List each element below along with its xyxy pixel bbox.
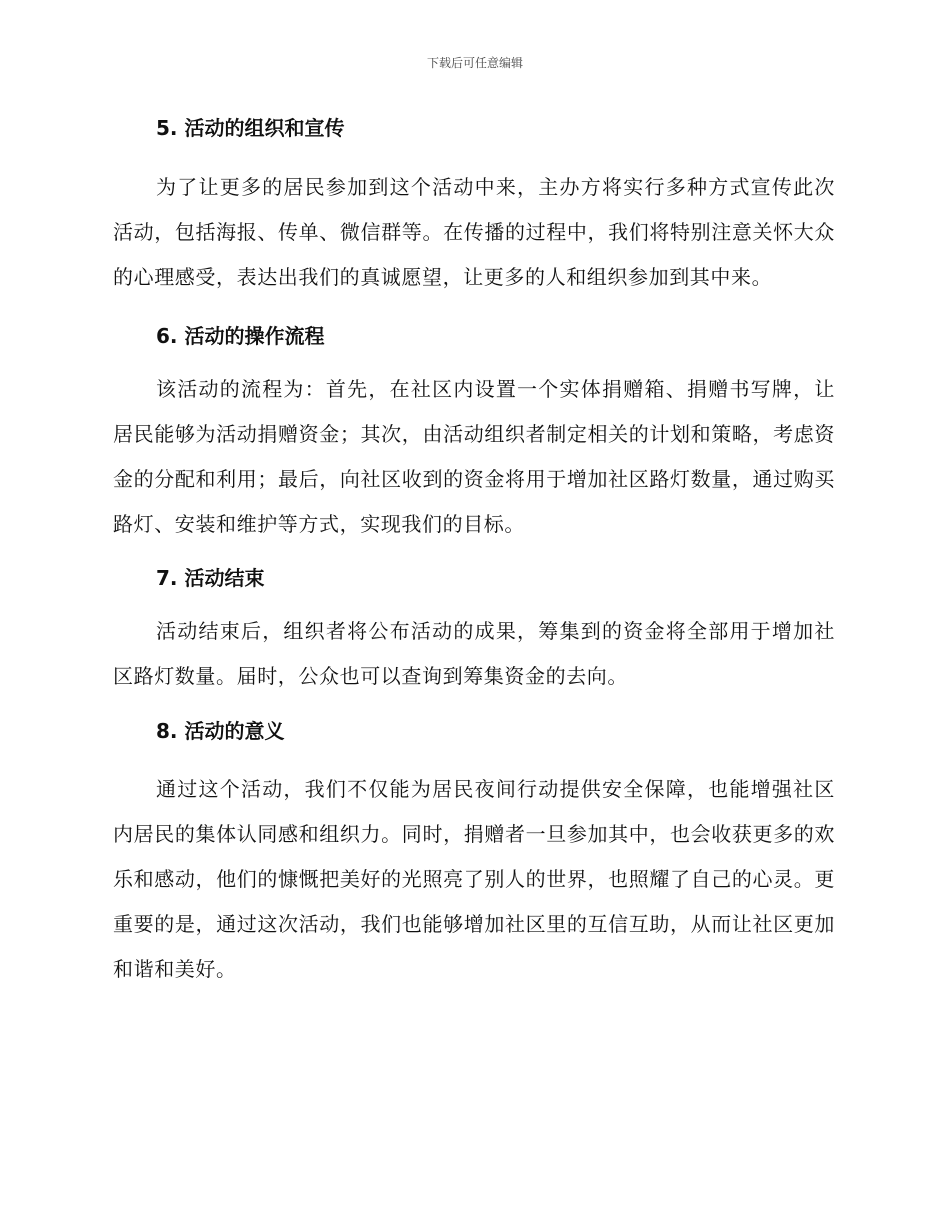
section-8 (113, 713, 835, 992)
section-7 (113, 560, 835, 699)
section-paragraph: 为了让更多的居民参加到这个活动中来，主办方将实行多种方式宣传此次活动，包括海报、传单、微信群等。在传播的过程中，我们将特别注意关怀大众的心理感受，表达出我们的真诚愿望，让更多的人和组织参加到其中来。 (113, 175, 835, 289)
page-header-note: 下载后可任意编辑 (426, 56, 523, 70)
section-heading: 6. 活动的操作流程 (156, 324, 325, 348)
section-paragraph: 该活动的流程为：首先，在社区内设置一个实体捐赠箱、捐赠书写牌，让居民能够为活动捐赠资金；其次，由活动组织者制定相关的计划和策略，考虑资金的分配和利用；最后，向社区收到的资金将用于增加社区路灯数量，通过购买路灯、安装和维护等方式，实现我们的目标。 (113, 377, 835, 536)
section-6 (113, 318, 835, 547)
document-body (113, 110, 835, 992)
section-paragraph: 活动结束后，组织者将公布活动的成果，筹集到的资金将全部用于增加社区路灯数量。届时，公众也可以查询到筹集资金的去向。 (113, 619, 835, 688)
section-paragraph: 通过这个活动，我们不仅能为居民夜间行动提供安全保障，也能增强社区内居民的集体认同感和组织力。同时，捐赠者一旦参加其中，也会收获更多的欢乐和感动，他们的慷慨把美好的光照亮了别人的世界，也照耀了自己的心灵。更重要的是，通过这次活动，我们也能够增加社区里的互信互助，从而让社区更加和谐和美好。 (113, 777, 835, 981)
section-heading: 7. 活动结束 (156, 566, 265, 590)
section-heading: 8. 活动的意义 (156, 719, 285, 743)
section-5 (113, 110, 835, 300)
section-heading: 5. 活动的组织和宣传 (156, 116, 345, 140)
